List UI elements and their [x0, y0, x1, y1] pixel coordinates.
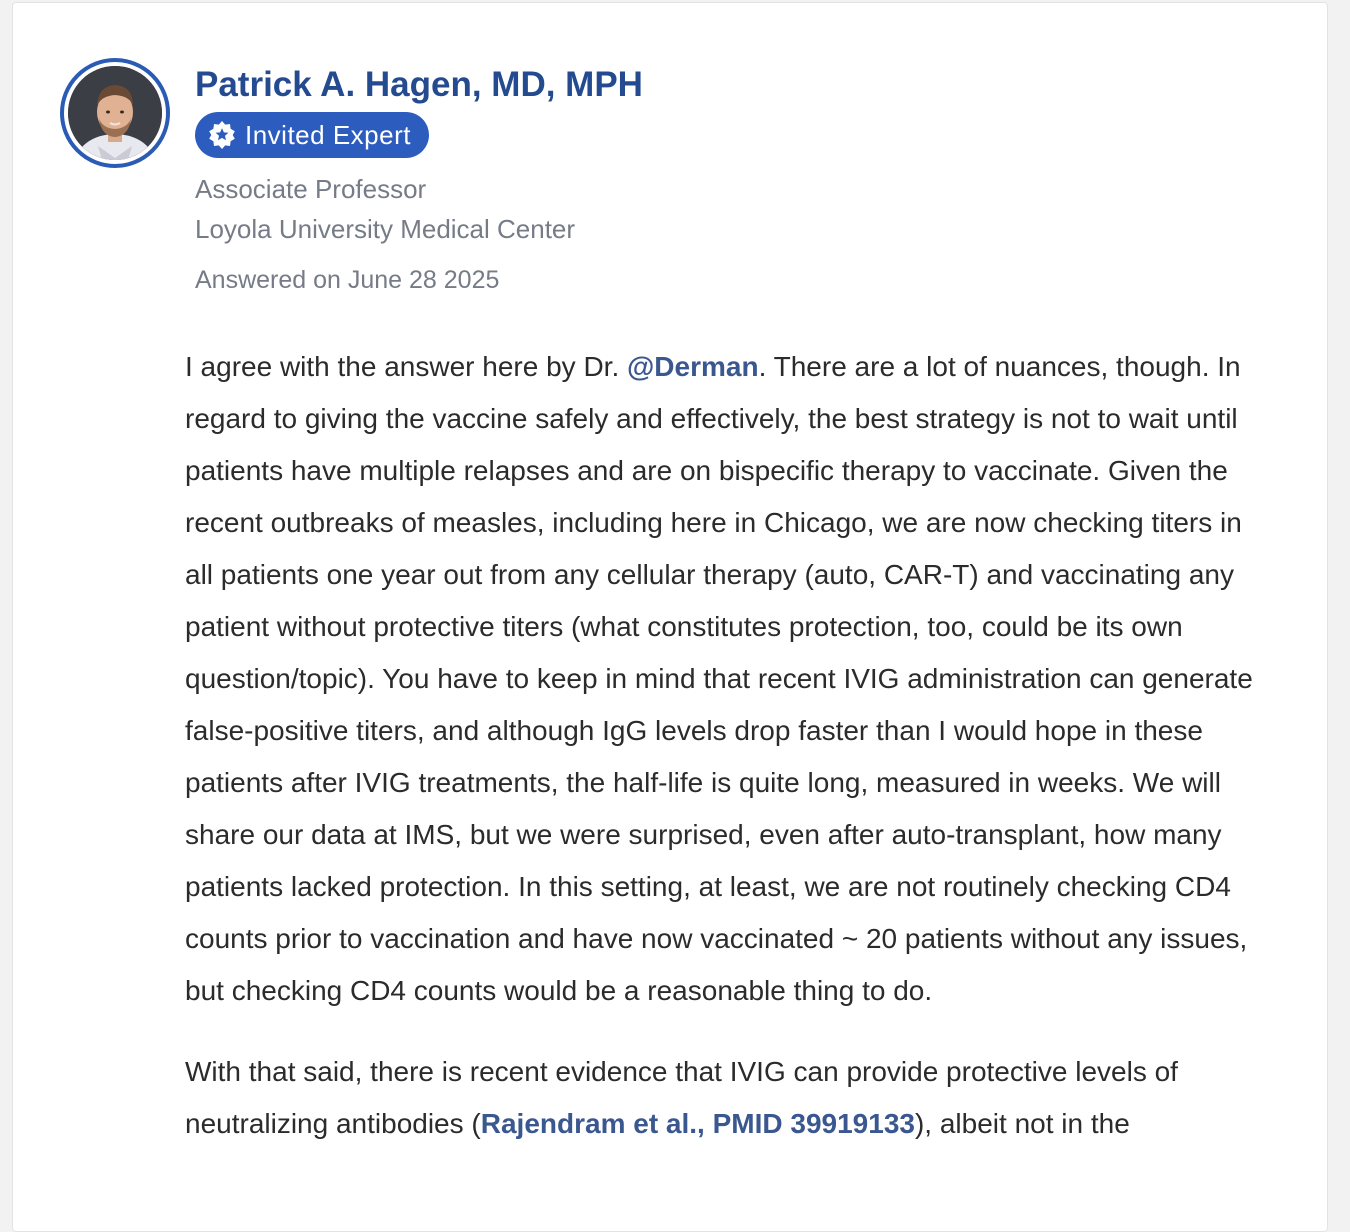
- answered-date: Answered on June 28 2025: [195, 266, 500, 294]
- citation-link[interactable]: Rajendram et al., PMID 39919133: [480, 1108, 915, 1139]
- answer-paragraph: [185, 341, 1275, 1017]
- mention-link[interactable]: @Derman: [627, 351, 759, 382]
- answer-body: [185, 341, 1275, 1179]
- badge-label: Invited Expert: [245, 119, 411, 150]
- answer-text: . There are a lot of nuances, though. In regard to giving the vaccine safely and effectively, the best strategy is not to wait until patients have multiple relapses and are on bispecific therapy to vaccinate. Given the recent outbreaks of measles, including here in Chicago, we are now checking titers in all patients one year out from any cellular therapy (auto, CAR-T) and vaccinating any patient without protective titers (what constitutes protection, too, could be its own question/topic). You have to keep in mind that recent IVIG administration can generate false-positive titers, and although IgG levels drop faster than I would hope in these patients after IVIG treatments, the half-life is quite long, measured in weeks. We will share our data at IMS, but we were surprised, even after auto-transplant, how many patients lacked protection. In this setting, at least, we are not routinely checking CD4 counts prior to vaccination and have now vaccinated ~ 20 patients without any issues, but checking CD4 counts would be a reasonable thing to do.: [185, 351, 1253, 1006]
- answer-text: I agree with the answer here by Dr.: [185, 351, 627, 382]
- invited-expert-badge: [195, 112, 429, 158]
- answer-paragraph: [185, 1046, 1275, 1150]
- expert-title: Associate Professor: [195, 174, 427, 204]
- answer-text: ), albeit not in the: [914, 1108, 1130, 1139]
- answer-card: [12, 2, 1328, 1232]
- answer-text: With that said, there is recent evidence that IVIG can provide protective levels of neutralizing antibodies (: [185, 1056, 1178, 1139]
- expert-name[interactable]: Patrick A. Hagen, MD, MPH: [195, 65, 643, 104]
- star-badge-icon: [207, 120, 237, 150]
- expert-avatar[interactable]: [60, 58, 170, 168]
- expert-institution: Loyola University Medical Center: [195, 214, 576, 244]
- expert-photo: [68, 66, 162, 160]
